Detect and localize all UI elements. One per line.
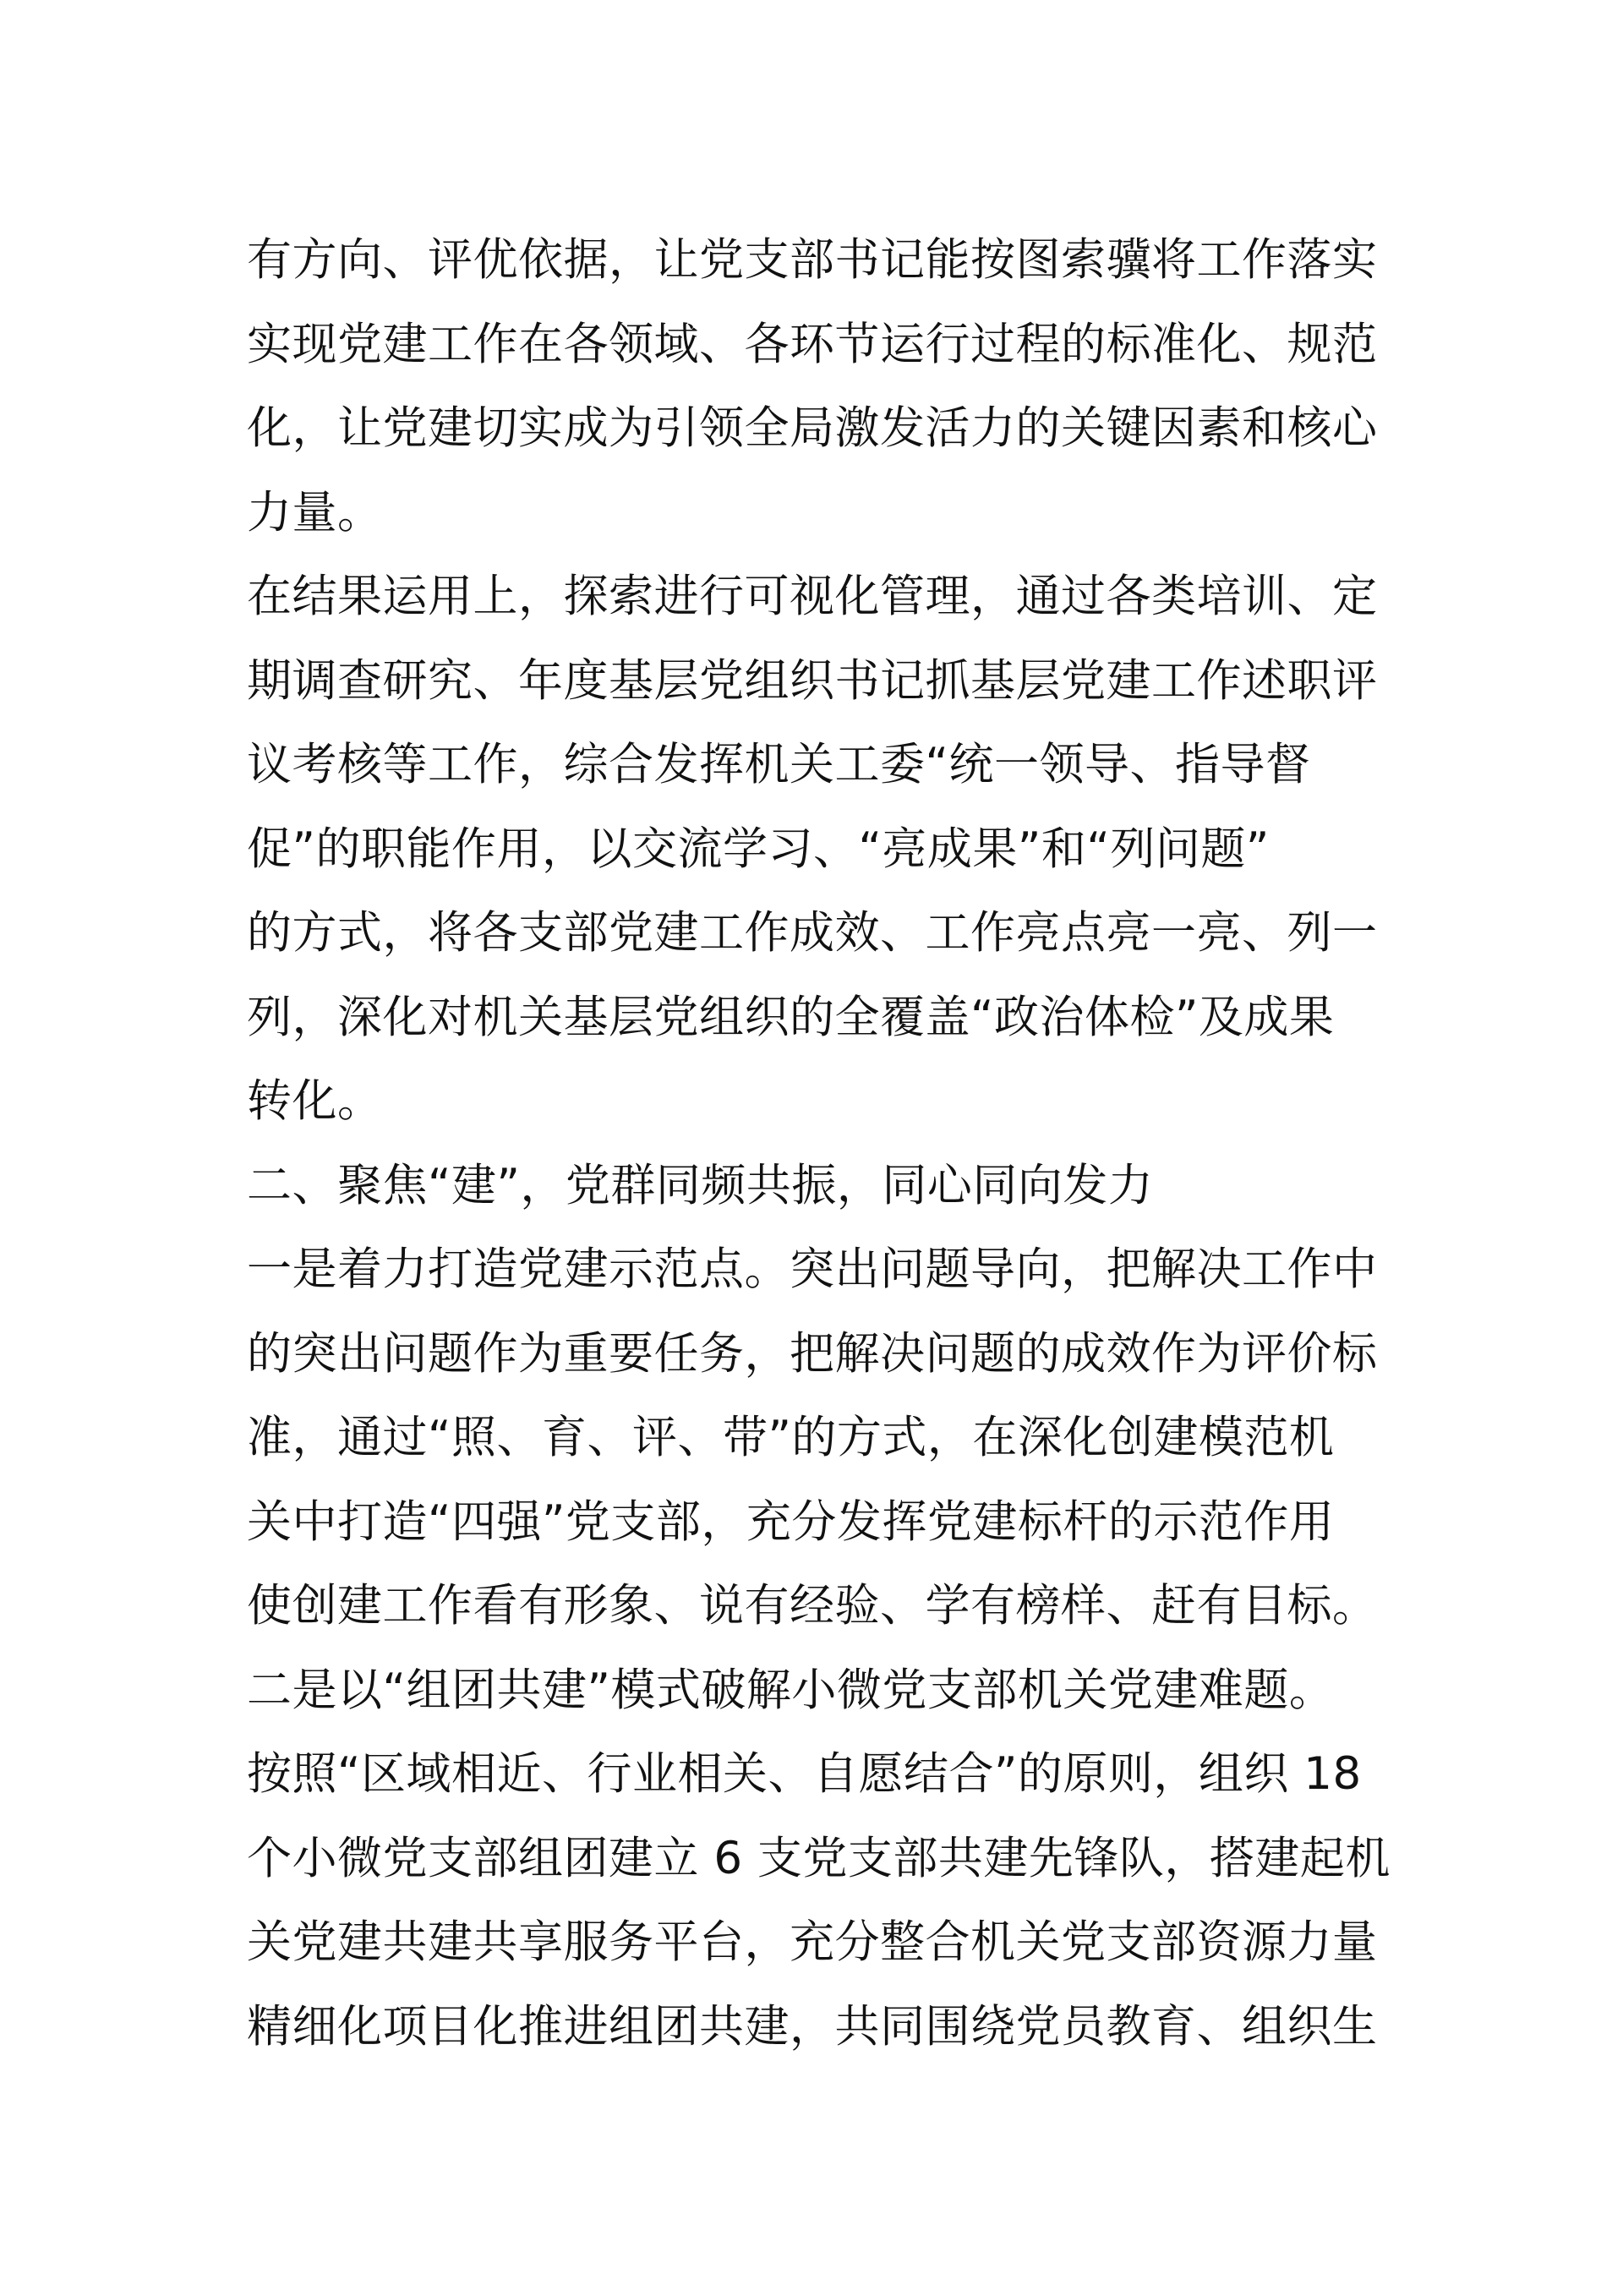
text-line-17: 使创建工作看有形象、说有经验、学有榜样、赶有目标。	[247, 1580, 1378, 1632]
text-line-9: 的方式，将各支部党建工作成效、工作亮点亮一亮、列一	[247, 907, 1378, 959]
document-body	[247, 218, 1396, 2069]
section-heading: 二、聚焦“建”，党群同频共振，同心同向发力	[247, 1159, 1154, 1211]
text-line-18: 二是以“组团共建”模式破解小微党支部机关党建难题。	[247, 1664, 1335, 1716]
text-line-2: 实现党建工作在各领域、各环节运行过程的标准化、规范	[247, 318, 1378, 370]
text-line-15: 准，通过“照、育、评、带”的方式，在深化创建模范机	[247, 1412, 1335, 1463]
text-line-4: 力量。	[247, 486, 383, 538]
text-line-14: 的突出问题作为重要任务，把解决问题的成效作为评价标	[247, 1327, 1378, 1380]
text-line-1: 有方向、评优依据，让党支部书记能按图索骥将工作落实	[247, 234, 1378, 286]
text-line-20: 个小微党支部组团建立 6 支党支部共建先锋队，搭建起机	[247, 1832, 1391, 1884]
text-line-13: 一是着力打造党建示范点。突出问题导向，把解决工作中	[247, 1244, 1378, 1295]
text-line-8: 促”的职能作用，以交流学习、“亮成果”和“列问题”	[247, 823, 1270, 875]
text-line-10: 列，深化对机关基层党组织的全覆盖“政治体检”及成果	[247, 991, 1335, 1043]
text-line-5: 在结果运用上，探索进行可视化管理，通过各类培训、定	[247, 571, 1378, 622]
text-line-6: 期调查研究、年度基层党组织书记抓基层党建工作述职评	[247, 654, 1378, 707]
text-line-3: 化，让党建切实成为引领全局激发活力的关键因素和核心	[247, 402, 1378, 454]
text-line-22: 精细化项目化推进组团共建，共同围绕党员教育、组织生	[247, 2000, 1378, 2053]
text-line-16: 关中打造“四强”党支部，充分发挥党建标杆的示范作用	[247, 1495, 1335, 1548]
text-line-19: 按照“区域相近、行业相关、自愿结合”的原则，组织 18	[247, 1748, 1362, 1800]
text-line-7: 议考核等工作，综合发挥机关工委“统一领导、指导督	[247, 739, 1311, 790]
text-line-21: 关党建共建共享服务平台，充分整合机关党支部资源力量	[247, 1916, 1378, 1968]
text-line-11: 转化。	[247, 1075, 383, 1127]
